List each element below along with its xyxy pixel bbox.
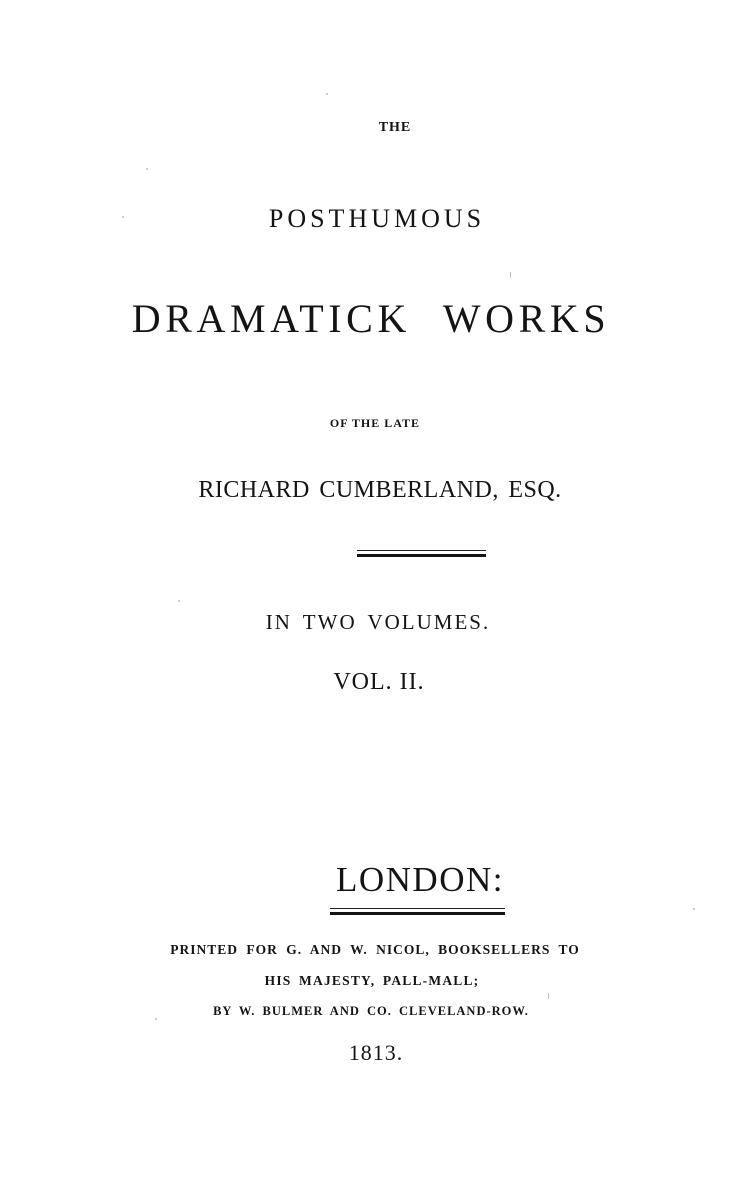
paper-speck xyxy=(326,93,328,95)
title-article: THE xyxy=(378,120,412,135)
paper-speck xyxy=(146,168,148,170)
publication-year: 1813. xyxy=(348,1040,404,1065)
imprint-publisher-line-2: HIS MAJESTY, PALL-MALL; xyxy=(264,973,480,988)
imprint-publisher-line-1: PRINTED FOR G. AND W. NICOL, BOOKSELLERS TO xyxy=(170,942,580,957)
paper-speck xyxy=(548,993,549,999)
decorative-rule xyxy=(330,908,505,915)
paper-speck xyxy=(178,600,180,602)
paper-speck xyxy=(693,908,695,910)
decorative-rule xyxy=(357,550,486,557)
paper-speck xyxy=(155,1018,157,1020)
title-connector: OF THE LATE xyxy=(329,416,421,430)
imprint-city: LONDON: xyxy=(336,860,504,899)
author-name: RICHARD CUMBERLAND, ESQ. xyxy=(198,477,562,503)
paper-speck xyxy=(510,272,511,278)
volume-number: VOL. II. xyxy=(333,669,425,695)
imprint-printer-line: BY W. BULMER AND CO. CLEVELAND-ROW. xyxy=(213,1004,529,1018)
volume-count: IN TWO VOLUMES. xyxy=(265,610,491,634)
title-posthumous: POSTHUMOUS xyxy=(268,204,486,233)
paper-speck xyxy=(122,216,124,218)
main-title: DRAMATICK WORKS xyxy=(131,296,611,341)
